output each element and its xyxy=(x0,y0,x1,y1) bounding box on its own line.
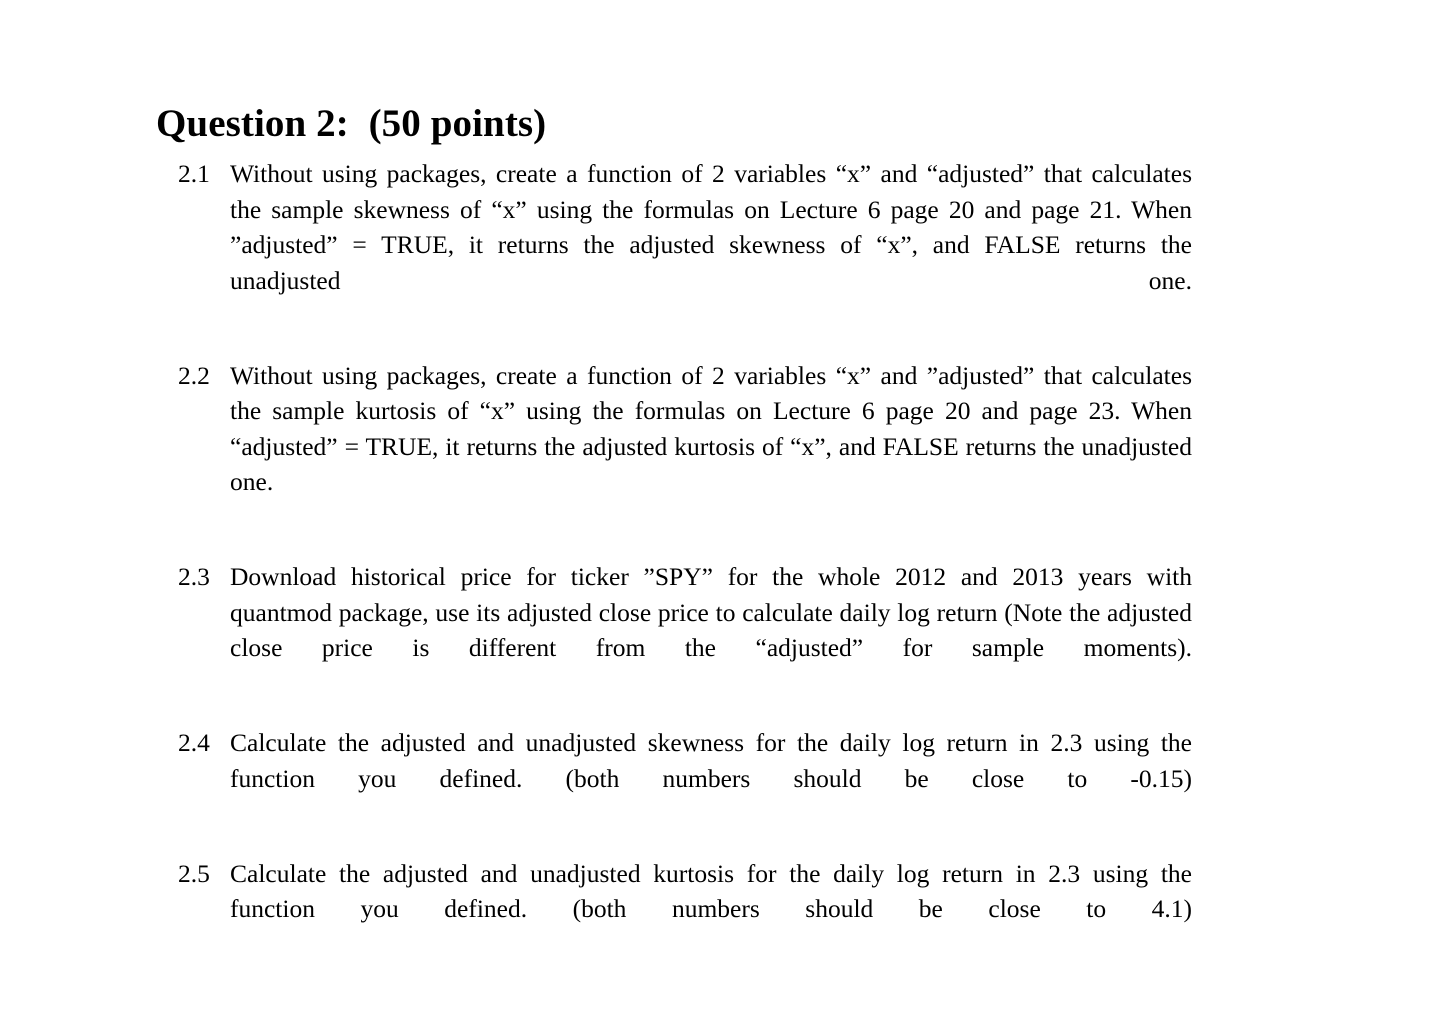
item-number: 2.5 xyxy=(178,858,210,888)
item-text: Without using packages, create a function of 2 variables “x” and ”adjusted” that calculates the sample kurtosis of “x” using the formulas on Lecture 6 page 20 and page 23. When “adjusted” = TRUE, it returns the adjusted kurtosis of “x”, and FALSE returns the unadjusted one. xyxy=(230,360,1192,496)
item-text: Calculate the adjusted and unadjusted kurtosis for the daily log return in 2.3 using the function you defined. (both numbers should be close to 4.1) xyxy=(230,858,1192,923)
list-item xyxy=(178,156,1192,334)
list-item xyxy=(178,559,1192,701)
list-item xyxy=(178,725,1192,832)
item-text: Calculate the adjusted and unadjusted skewness for the daily log return in 2.3 using the function you defined. (both numbers should be close to -0.15) xyxy=(230,728,1192,793)
page-title: Question 2: (50 points) xyxy=(156,102,547,146)
item-text: Download historical price for ticker ”SPY” for the whole 2012 and 2013 years with quantmod package, use its adjusted close price to calculate daily log return (Note the adjusted close price is different from the “adjusted” for sample moments). xyxy=(230,562,1192,662)
list-item xyxy=(178,856,1192,963)
item-number: 2.1 xyxy=(178,159,210,188)
item-number: 2.4 xyxy=(178,728,210,757)
question-list xyxy=(178,156,1192,962)
item-number: 2.2 xyxy=(178,360,210,390)
item-text: Without using packages, create a function of 2 variables “x” and “adjusted” that calculates the sample skewness of “x” using the formulas on Lecture 6 page 20 and page 21. When ”adjusted” = TRUE, it returns the adjusted skewness of “x”, and FALSE returns the unadjusted one. xyxy=(230,159,1192,295)
item-number: 2.3 xyxy=(178,562,210,591)
list-item xyxy=(178,358,1192,536)
